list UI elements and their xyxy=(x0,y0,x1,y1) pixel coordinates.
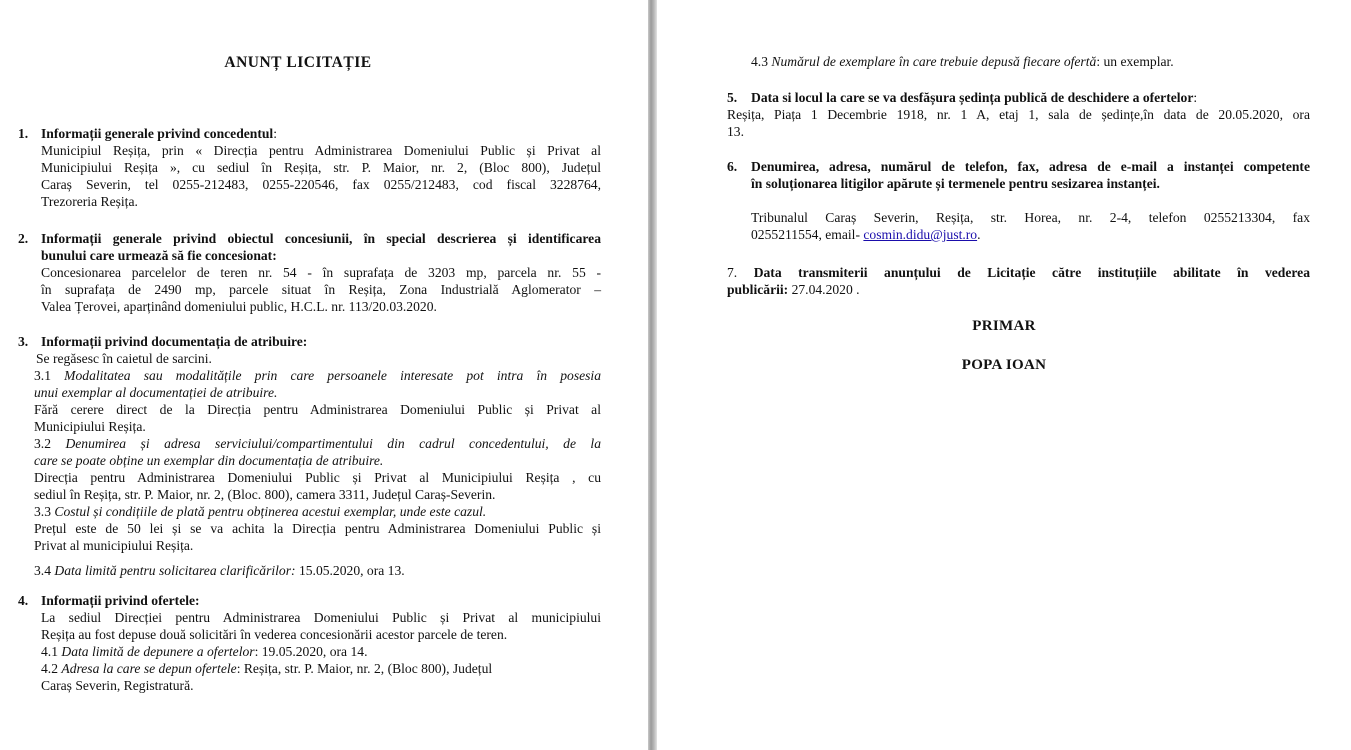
item-3-4-title: Data limită pentru solicitarea clarificărilor: xyxy=(54,563,296,578)
section-5-line: 13. xyxy=(727,124,744,139)
signature-role: PRIMAR xyxy=(972,318,1036,334)
item-3-1-number: 3.1 xyxy=(34,368,65,383)
item-4-2-text: : Reșița, str. P. Maior, nr. 2, (Bloc 800), Județul xyxy=(236,661,493,676)
item-4-3-number: 4.3 xyxy=(751,54,772,69)
section-1-line: Municipiului Reșița », cu sediul în Reșița, str. P. Maior, nr. 2, (Bloc 800), Județul xyxy=(41,160,601,175)
item-4-3-text: : un exemplar. xyxy=(1096,54,1174,69)
item-4-3-title: Numărul de exemplare în care trebuie depusă fiecare ofertă xyxy=(771,54,1097,69)
section-5-number: 5. xyxy=(727,90,738,105)
section-3-body xyxy=(34,350,601,579)
item-4-3 xyxy=(751,53,1331,70)
section-4-line: Reșița au fost depuse două solicitări în vederea concesionării acestor parcele de teren. xyxy=(41,627,508,642)
section-1-number: 1. xyxy=(18,126,29,141)
item-4-2-text: Caraș Severin, Registratură. xyxy=(41,678,194,693)
section-1 xyxy=(41,125,601,210)
section-2-heading: Informații generale privind obiectul concesiunii, în special descrierea și identificarea xyxy=(41,231,601,246)
section-6-line-end: . xyxy=(977,227,981,242)
section-6-fax: 0255211554, email- xyxy=(751,227,864,242)
section-6-heading: în soluționarea litigilor apărute și termenele pentru sesizarea instanței. xyxy=(751,176,1160,191)
document-title: ANUNȚ LICITAȚIE xyxy=(224,54,372,71)
item-3-2-number: 3.2 xyxy=(34,436,66,451)
document-page-right xyxy=(657,0,1351,750)
section-6 xyxy=(751,158,1310,243)
section-4-heading: Informații privind ofertele: xyxy=(41,593,200,608)
section-2-line: în suprafața de 2490 mp, parcele situat în Reșița, Zona Industrială Aglomerator – xyxy=(41,282,601,297)
section-3-heading: Informații privind documentația de atribuire: xyxy=(41,334,308,349)
page-separator xyxy=(648,0,657,750)
section-3-intro: Se regăsesc în caietul de sarcini. xyxy=(36,351,212,366)
item-3-2-title: care se poate obține un exemplar din documentația de atribuire. xyxy=(34,453,384,468)
email-link[interactable]: cosmin.didu@just.ro xyxy=(863,227,978,242)
section-6-heading: Denumirea, adresa, numărul de telefon, fax, adresa de e-mail a instanței competente xyxy=(751,159,1310,174)
section-1-line: Trezoreria Reșița. xyxy=(41,194,138,209)
section-1-heading-suffix: : xyxy=(273,126,277,141)
item-3-4-number: 3.4 xyxy=(34,563,55,578)
item-3-3-text: Prețul este de 50 lei și se va achita la Direcția pentru Administrarea Domeniului Public și xyxy=(34,521,601,536)
section-1-heading: Informații generale privind concedentul xyxy=(41,126,274,141)
item-4-1-title: Data limită de depunere a ofertelor xyxy=(61,644,255,659)
item-3-3-text: Privat al municipiului Reșița. xyxy=(34,538,194,553)
item-3-3-number: 3.3 xyxy=(34,504,55,519)
section-7-heading: publicării: xyxy=(727,282,789,297)
section-4 xyxy=(41,592,601,694)
item-3-1-title: unui exemplar al documentației de atribuire. xyxy=(34,385,278,400)
document-page-left xyxy=(0,0,648,750)
item-4-1-number: 4.1 xyxy=(41,644,62,659)
signature-name: POPA IOAN xyxy=(961,357,1047,373)
section-7-heading: Data transmiterii anunțului de Licitație către instituțiile abilitate în vederea xyxy=(753,265,1310,280)
item-3-4-text: 15.05.2020, ora 13. xyxy=(295,563,405,578)
item-4-2-number: 4.2 xyxy=(41,661,62,676)
section-5-heading-suffix: : xyxy=(1193,90,1198,105)
section-4-line: La sediul Direcției pentru Administrarea Domeniului Public și Privat al municipiului xyxy=(41,610,601,625)
section-4-number: 4. xyxy=(18,593,29,608)
item-3-2-title: Denumirea și adresa serviciului/compartimentului din cadrul concedentului, de la xyxy=(65,436,602,451)
section-6-number: 6. xyxy=(727,159,738,174)
section-1-line: Caraș Severin, tel 0255-212483, 0255-220546, fax 0255/212483, cod fiscal 3228764, xyxy=(41,177,601,192)
section-3-heading-block xyxy=(41,333,601,350)
section-7 xyxy=(727,264,1310,298)
section-7-date: 27.04.2020 . xyxy=(788,282,860,297)
item-3-2-text: Direcția pentru Administrarea Domeniului Public și Privat al Municipiului Reșița , cu xyxy=(34,470,601,485)
item-4-1-text: : 19.05.2020, ora 14. xyxy=(254,644,368,659)
section-7-number: 7. xyxy=(727,265,738,280)
section-5-line: Reșița, Piața 1 Decembrie 1918, nr. 1 A, etaj 1, sala de ședințe,în data de 20.05.2020, ora xyxy=(727,107,1310,122)
item-4-2-title: Adresa la care se depun ofertele xyxy=(61,661,237,676)
item-3-2-text: sediul în Reșița, str. P. Maior, nr. 2, (Bloc. 800), camera 3311, Județul Caraș-Severin. xyxy=(34,487,496,502)
item-3-1-text: Municipiului Reșița. xyxy=(34,419,146,434)
item-3-3-title: Costul și condițiile de plată pentru obținerea acestui exemplar, unde este cazul. xyxy=(54,504,487,519)
section-2-line: Valea Țerovei, aparținând domeniului public, H.C.L. nr. 113/20.03.2020. xyxy=(41,299,437,314)
section-2-heading: bunului care urmează să fie concesionat: xyxy=(41,248,277,263)
section-5-heading: Data si locul la care se va desfășura ședința publică de deschidere a ofertelor xyxy=(751,90,1194,105)
section-2-line: Concesionarea parcelelor de teren nr. 54 - în suprafața de 3203 mp, parcela nr. 55 - xyxy=(41,265,601,280)
section-1-line: Municipiul Reșița, prin « Direcția pentru Administrarea Domeniului Public și Privat al xyxy=(41,143,601,158)
section-5 xyxy=(727,89,1310,140)
section-2-number: 2. xyxy=(18,231,29,246)
item-3-1-title: Modalitatea sau modalitățile prin care persoanele interesate pot intra în posesia xyxy=(64,368,602,383)
item-3-1-text: Fără cerere direct de la Direcția pentru Administrarea Domeniului Public și Privat al xyxy=(34,402,601,417)
section-3-number: 3. xyxy=(18,334,29,349)
section-2 xyxy=(41,230,601,315)
section-6-line: Tribunalul Caraș Severin, Reșița, str. Horea, nr. 2-4, telefon 0255213304, fax xyxy=(751,210,1310,225)
